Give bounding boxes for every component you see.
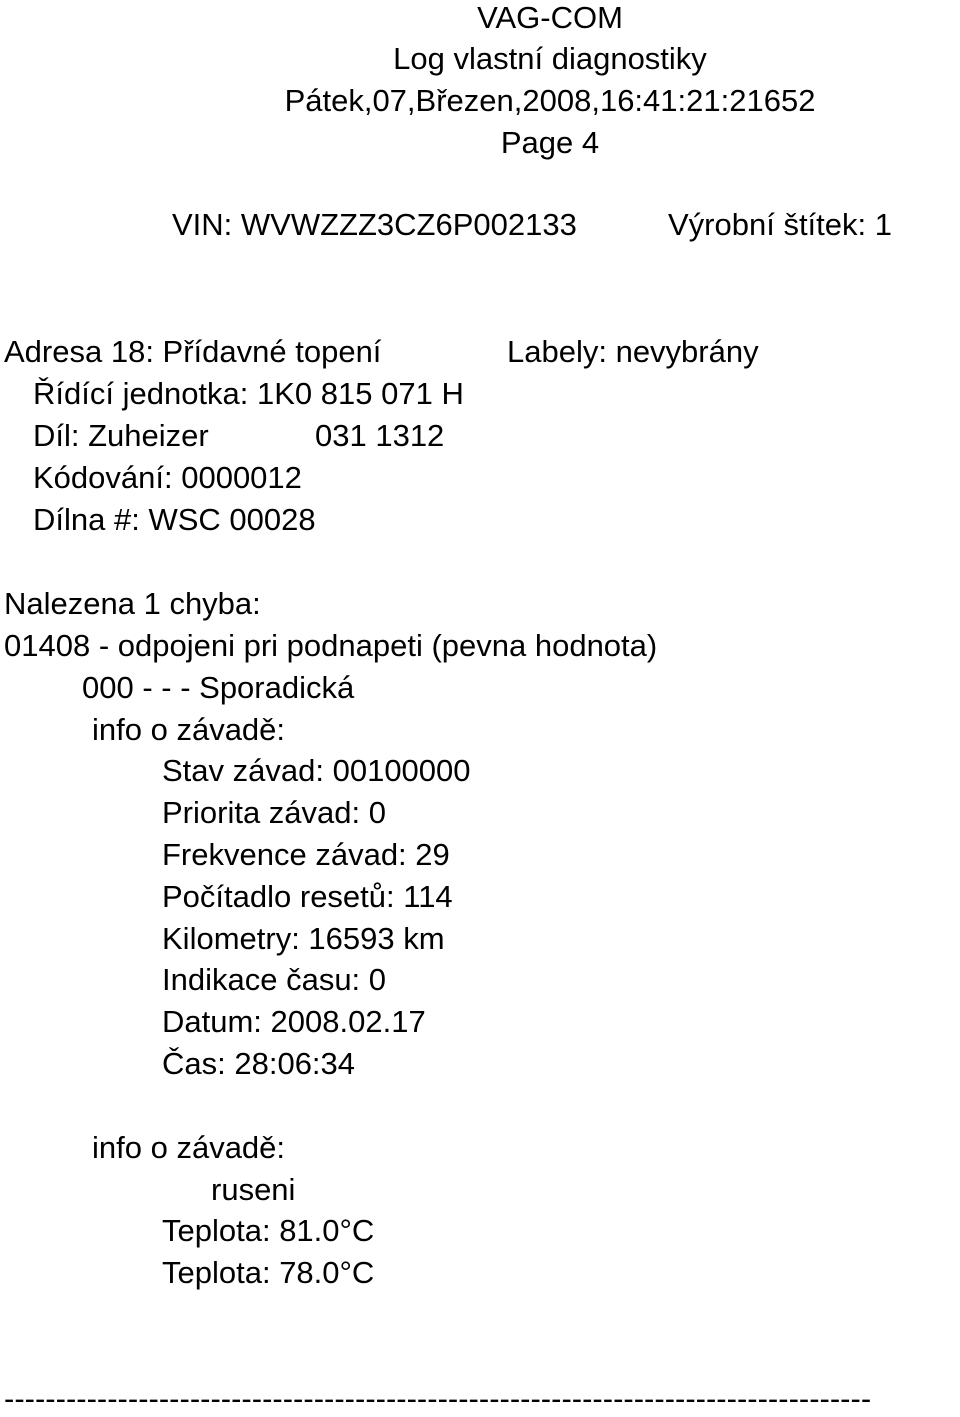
separator-line: ------------------------------------------------------------------------------------ [4,1381,872,1416]
page-number: Page 4 [500,125,600,160]
reset-counter: Počítadlo resetů: 114 [162,879,453,914]
app-name: VAG-COM [477,0,623,35]
temperature-2: Teplota: 78.0°C [162,1255,375,1290]
fault-code: 01408 - odpojeni pri podnapeti (pevna hodnota) [4,628,658,663]
fault-info-label: info o závadě: [92,712,286,747]
control-unit: Řídící jednotka: 1K0 815 071 H [33,376,464,411]
module-labels: Labely: nevybrány [507,334,759,369]
faults-found: Nalezena 1 chyba: [4,586,261,621]
fault-status: Stav závad: 00100000 [162,753,471,788]
fault-date: Datum: 2008.02.17 [162,1004,426,1039]
coding: Kódování: 0000012 [33,460,302,495]
fault-priority: Priorita závad: 0 [162,795,386,830]
temperature-1: Teplota: 81.0°C [162,1213,375,1248]
log-title: Log vlastní diagnostiky [393,41,707,76]
fault-info-value: ruseni [211,1172,296,1207]
log-datetime: Pátek,07,Březen,2008,16:41:21:21652 [284,83,816,118]
mileage: Kilometry: 16593 km [162,921,445,956]
part-name: Díl: Zuheizer [33,418,209,453]
fault-frequency: Frekvence závad: 29 [162,837,450,872]
fault-info-label-2: info o závadě: [92,1130,286,1165]
vin: VIN: WVWZZZ3CZ6P002133 [172,207,577,242]
production-label: Výrobní štítek: 1 [668,207,892,242]
module-address: Adresa 18: Přídavné topení [4,334,382,369]
workshop-code: Dílna #: WSC 00028 [33,502,316,537]
time-indication: Indikace času: 0 [162,962,387,997]
fault-type: 000 - - - Sporadická [82,670,355,705]
part-number: 031 1312 [315,418,445,453]
fault-time: Čas: 28:06:34 [162,1046,356,1081]
